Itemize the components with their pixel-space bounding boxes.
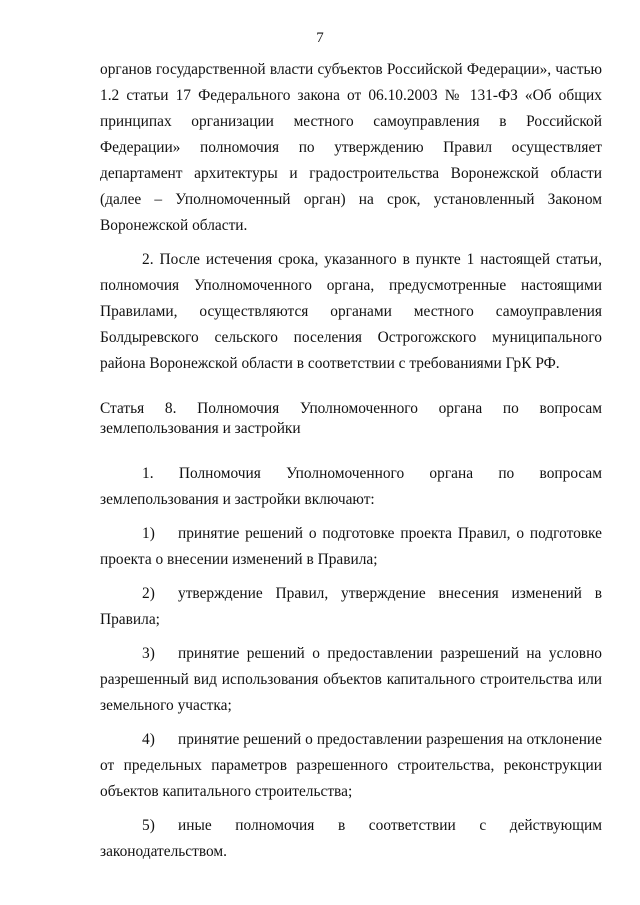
list-item-number: 1) <box>142 525 155 542</box>
list-item <box>100 641 602 719</box>
document-body <box>100 57 602 865</box>
list-item-text: утверждение Правил, утверждение внесения изменений в Правила; <box>100 585 602 628</box>
list-item-text: принятие решений о подготовке проекта Правил, о подготовке проекта о внесении изменений в Правила; <box>100 525 602 568</box>
article-8-paragraph-1: 1. Полномочия Уполномоченного органа по вопросам землепользования и застройки включают: <box>100 465 602 508</box>
list-item <box>100 521 602 573</box>
list-item <box>100 813 602 865</box>
list-item-number: 2) <box>142 585 155 602</box>
list-item-number: 4) <box>142 731 155 748</box>
list-item-text: принятие решений о предоставлении разрешений на условно разрешенный вид использования объектов капитального строительства или земельного участка; <box>100 645 602 714</box>
article-8-heading: Статья 8. Полномочия Уполномоченного органа по вопросам землепользования и застройки <box>100 400 602 437</box>
list-item <box>100 581 602 633</box>
list-item-number: 3) <box>142 645 155 662</box>
list-item-text: иные полномочия в соответствии с действующим законодательством. <box>100 817 602 860</box>
paragraph-2: 2. После истечения срока, указанного в пункте 1 настоящей статьи, полномочия Уполномоченного органа, предусмотренные настоящими Правилами, осуществляются органами местного самоуправления Болдыревского сельского поселения Острогожского муниципального района Воронежской области в соответствии с требованиями ГрК РФ. <box>100 251 602 372</box>
list-item-number: 5) <box>142 817 155 834</box>
paragraph-continuation: органов государственной власти субъектов Российской Федерации», частью 1.2 статьи 17 Федерального закона от 06.10.2003 № 131-ФЗ «Об общих принципах организации местного самоуправления в Российской Федерации» полномочия по утверждению Правил осуществляет департамент архитектуры и градостроительства Воронежской области (далее – Уполномоченный орган) на срок, установленный Законом Воронежской области. <box>100 61 602 234</box>
list-item <box>100 727 602 805</box>
list-item-text: принятие решений о предоставлении разрешения на отклонение от предельных параметров разрешенного строительства, реконструкции объектов капитального строительства; <box>100 731 602 800</box>
page-number: 7 <box>316 30 324 46</box>
